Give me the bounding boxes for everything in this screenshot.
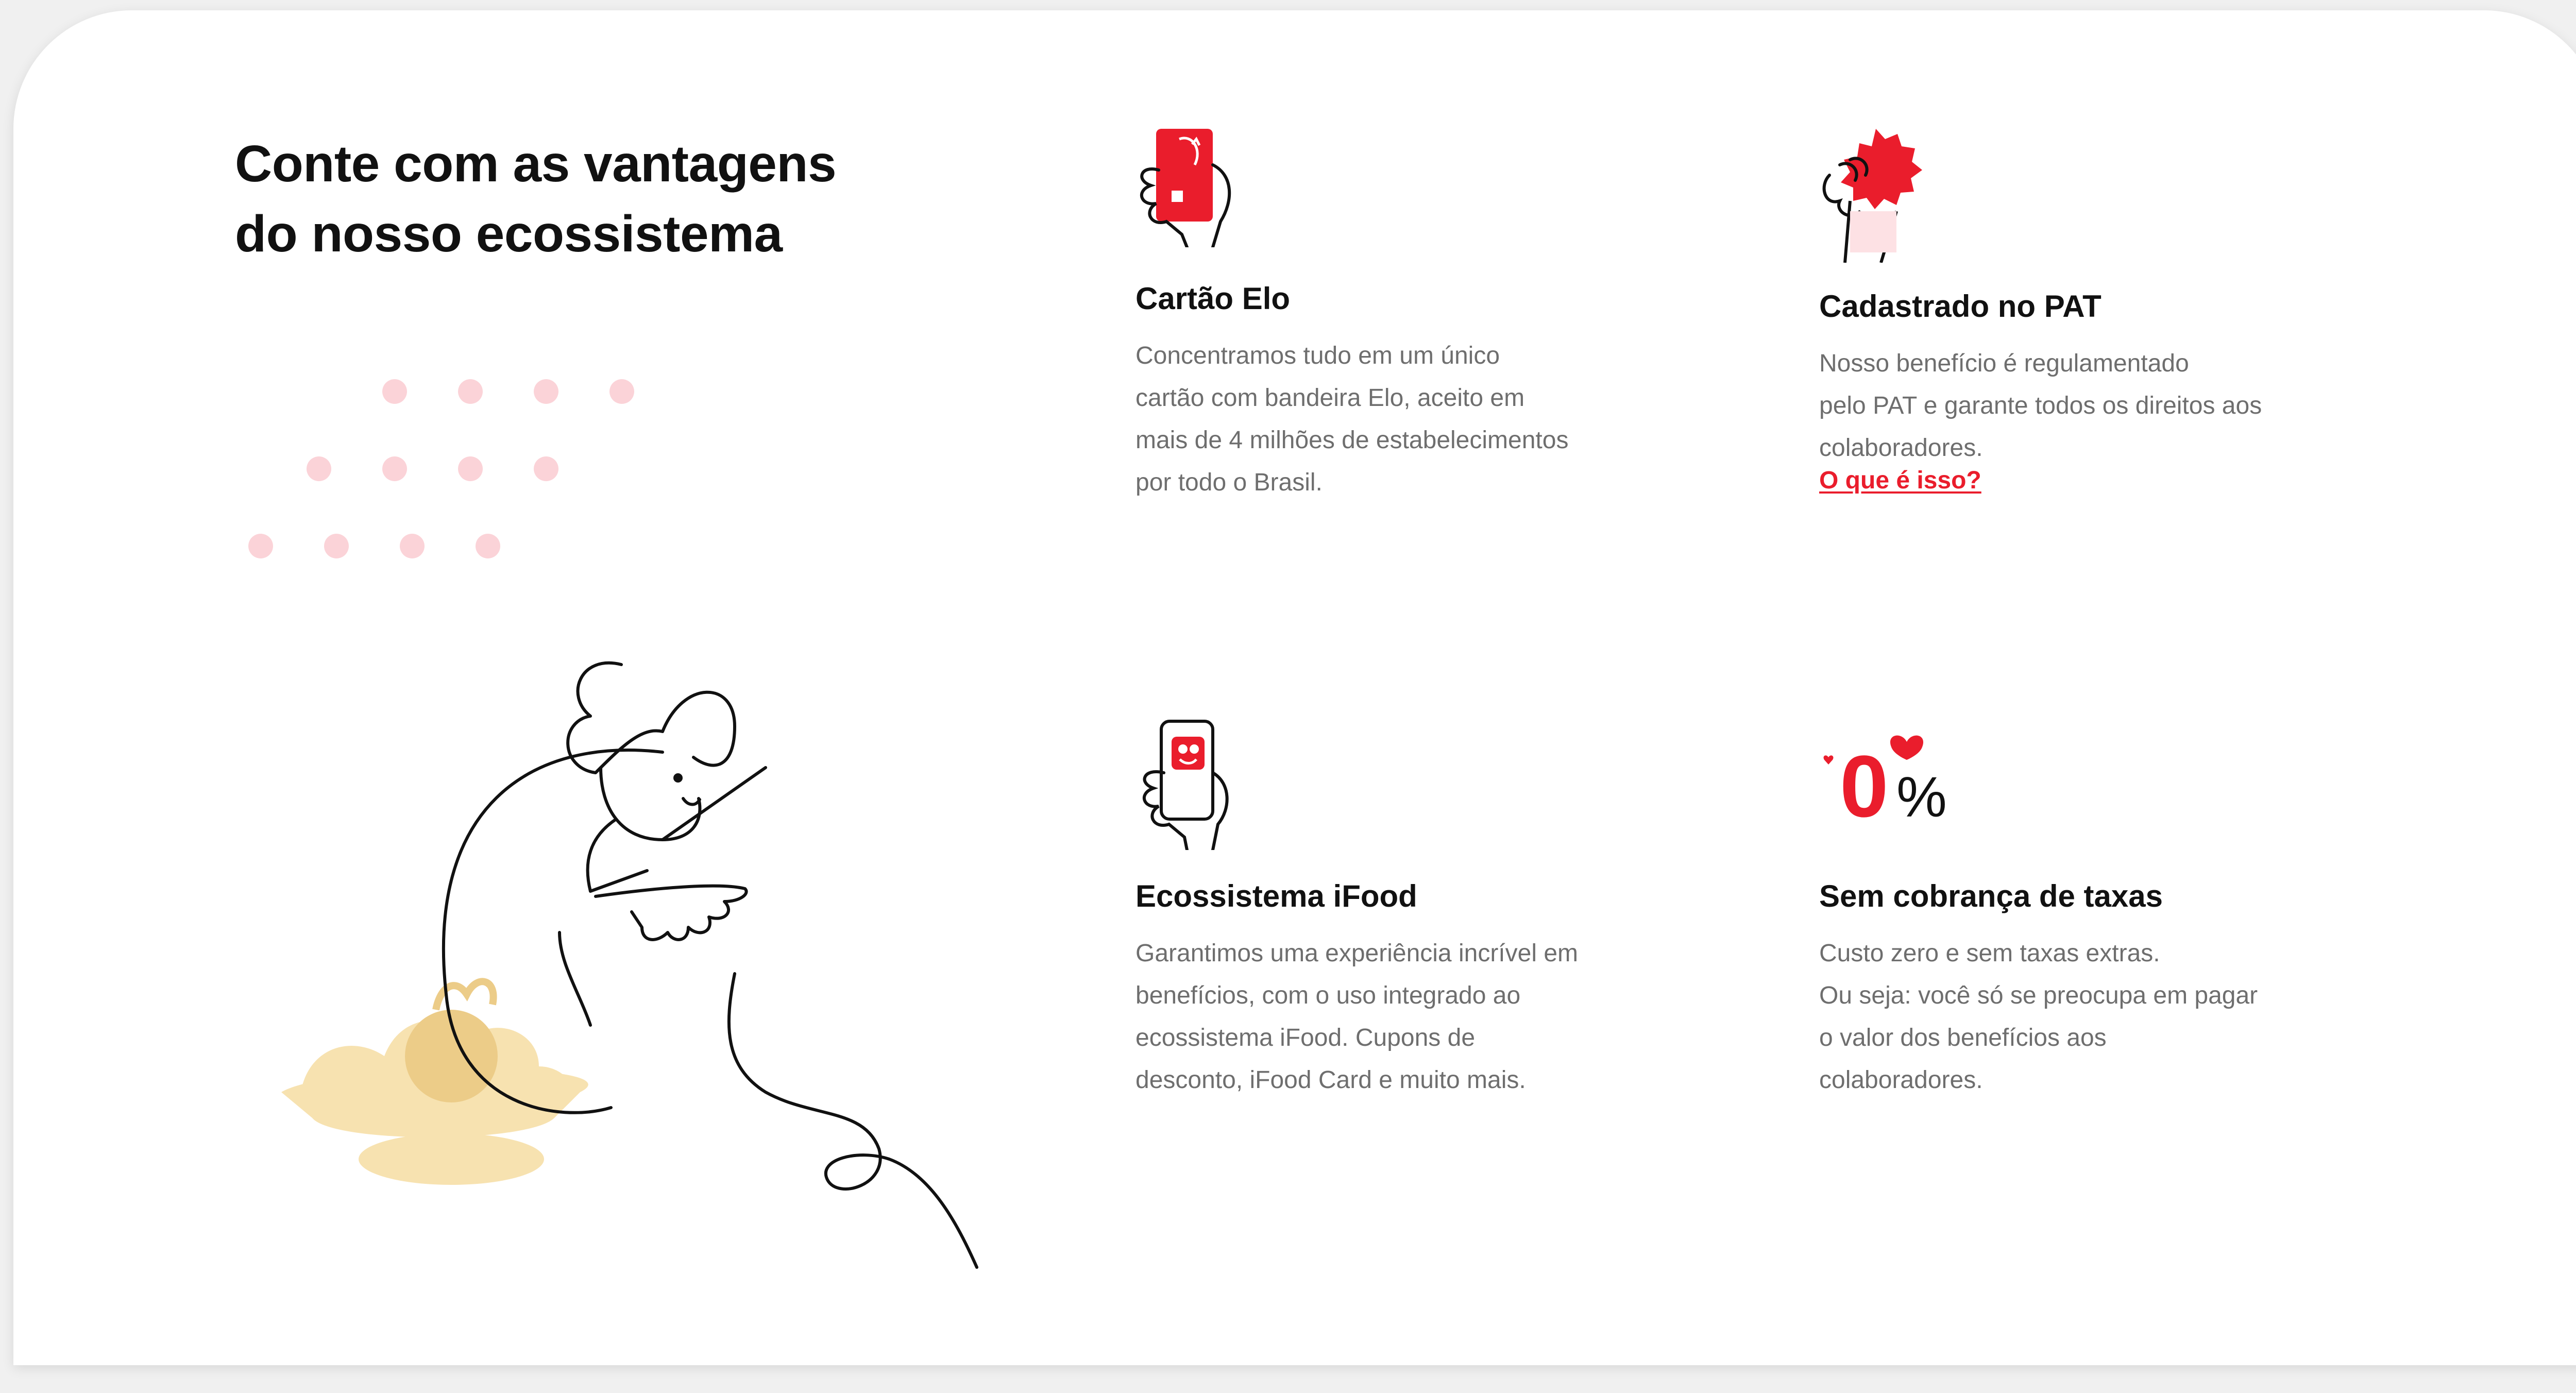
what-is-pat-link[interactable]: O que é isso? (1819, 467, 1981, 494)
hand-holding-card-icon (1136, 118, 1239, 247)
zero-percent-sign: % (1896, 766, 1947, 829)
zero-percent-zero: 0 (1840, 738, 1889, 829)
feature-title: Cartão Elo (1136, 281, 1291, 316)
feature-description-line: Nosso benefício é regulamentado (1819, 350, 2189, 377)
feature-description (1819, 343, 2386, 469)
dot-pattern-decoration (235, 366, 699, 582)
hand-holding-badge-icon (1819, 118, 1943, 263)
ecosystem-section (13, 10, 2576, 1365)
feature-description-line: colaboradores. (1819, 434, 1983, 462)
feature-description-line: benefícios, com o uso integrado ao (1136, 982, 1521, 1009)
person-with-food-illustration (271, 603, 1095, 1324)
feature-description-line: Garantimos uma experiência incrível em (1136, 940, 1579, 967)
feature-description-line: Ou seja: você só se preocupa em pagar (1819, 982, 2258, 1009)
feature-description-line: mais de 4 milhões de estabelecimentos (1136, 427, 1569, 454)
feature-title: Ecossistema iFood (1136, 879, 1417, 913)
feature-description-line: por todo o Brasil. (1136, 469, 1323, 496)
feature-description-line: Concentramos tudo em um único (1136, 342, 1500, 369)
zero-percent-icon (1819, 726, 1953, 829)
feature-description-line: cartão com bandeira Elo, aceito em (1136, 384, 1525, 412)
food-bowl-icon (281, 981, 588, 1185)
feature-description-line: ecossistema iFood. Cupons de (1136, 1024, 1476, 1051)
section-title (235, 129, 982, 269)
feature-description (1136, 932, 1702, 1101)
feature-description (1136, 335, 1702, 504)
feature-title: Sem cobrança de taxas (1819, 879, 2163, 913)
feature-description (1819, 932, 2386, 1101)
feature-description-line: colaboradores. (1819, 1066, 1983, 1094)
feature-description-line: Custo zero e sem taxas extras. (1819, 940, 2160, 967)
feature-title: Cadastrado no PAT (1819, 289, 2102, 324)
section-title-line-1: Conte com as vantagens (235, 135, 837, 193)
section-title-line-2: do nosso ecossistema (235, 205, 783, 263)
feature-description-line: pelo PAT e garante todos os direitos aos (1819, 392, 2262, 419)
feature-description-line: desconto, iFood Card e muito mais. (1136, 1066, 1526, 1094)
feature-description-line: o valor dos benefícios aos (1819, 1024, 2107, 1051)
hand-holding-phone-icon (1136, 716, 1239, 850)
